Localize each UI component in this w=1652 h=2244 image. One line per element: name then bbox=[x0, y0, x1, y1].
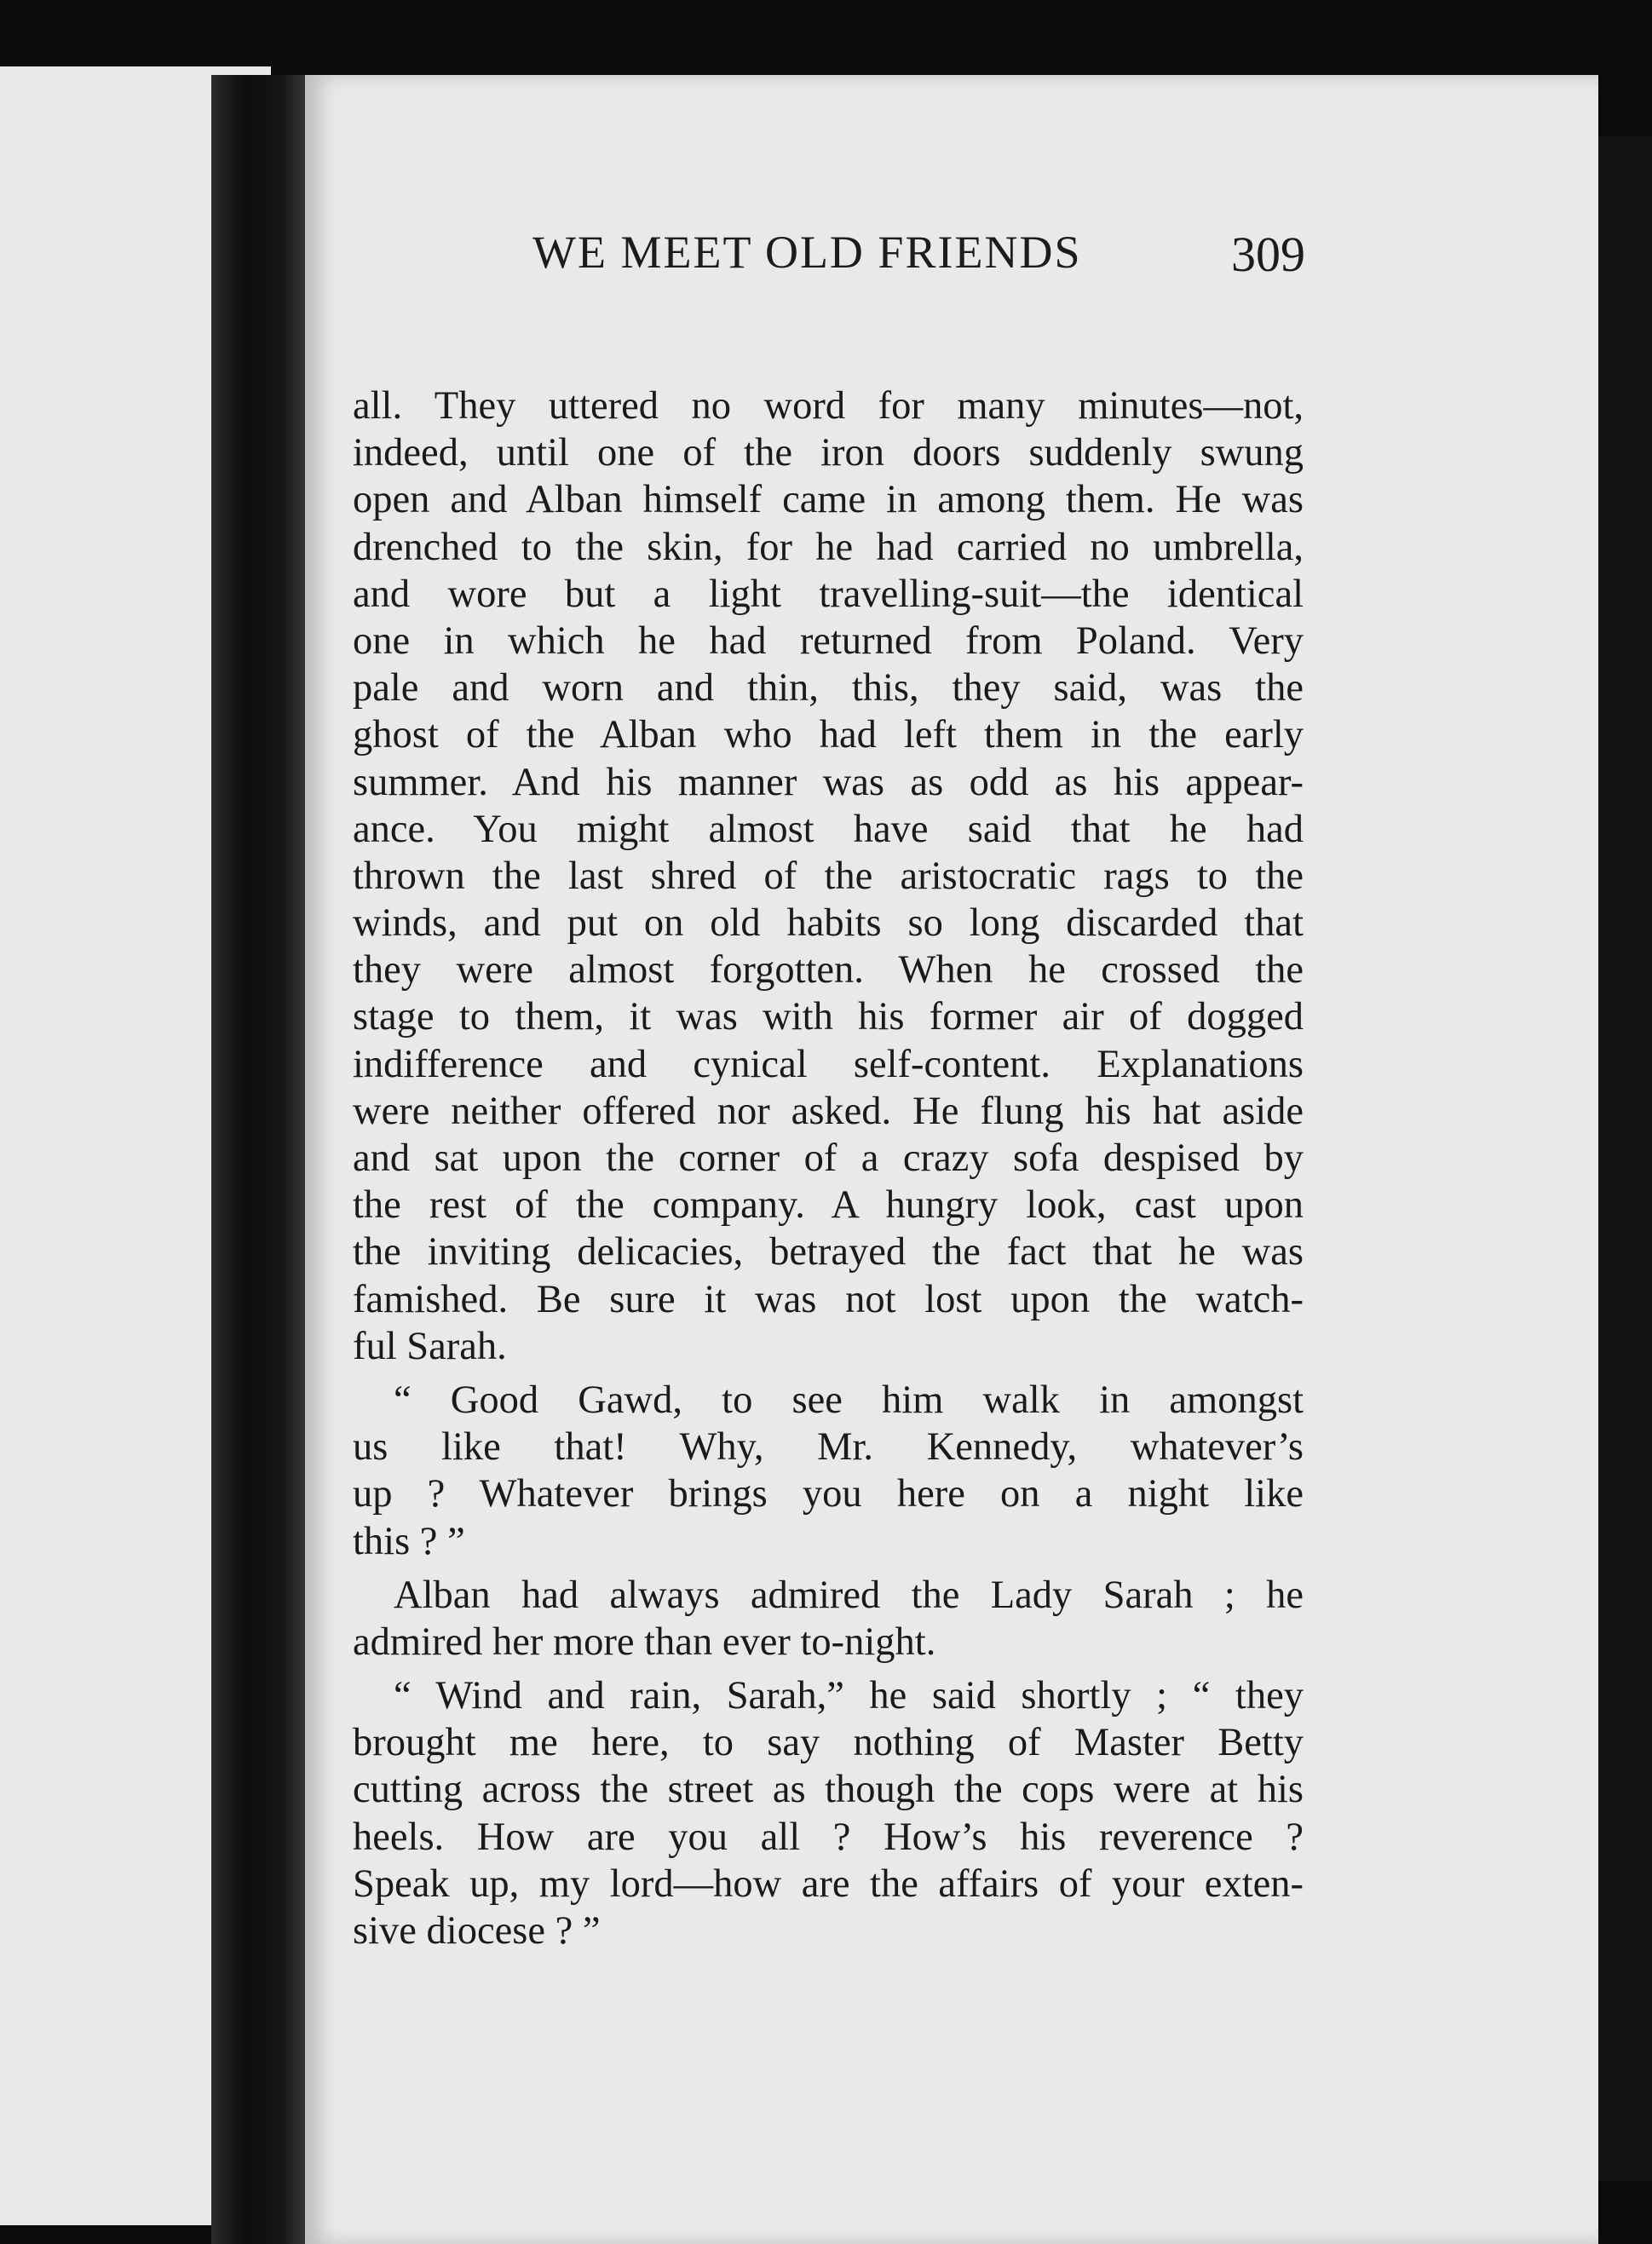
text-line: Speak up, my lord—how are the affairs of your exten- bbox=[353, 1861, 1304, 1906]
text-line: and sat upon the corner of a crazy sofa despised by bbox=[353, 1136, 1304, 1180]
text-line: open and Alban himself came in among them. He was bbox=[353, 478, 1304, 522]
text-line: one in which he had returned from Poland. Very bbox=[353, 619, 1304, 663]
text-line: summer. And his manner was as odd as his appear- bbox=[353, 760, 1304, 804]
page-number: 309 bbox=[1231, 227, 1305, 282]
text-line: indifference and cynical self-content. Explanations bbox=[353, 1042, 1304, 1086]
text-line: ful Sarah. bbox=[353, 1324, 507, 1368]
text-line: heels. How are you all ? How’s his reverence ? bbox=[353, 1815, 1304, 1859]
paragraph bbox=[353, 383, 1304, 1370]
text-line: they were almost forgotten. When he crossed the bbox=[353, 948, 1304, 993]
text-line: were neither offered nor asked. He flung his hat aside bbox=[353, 1089, 1304, 1133]
text-line: “ Good Gawd, to see him walk in amongst bbox=[394, 1378, 1304, 1422]
text-line: admired her more than ever to-night. bbox=[353, 1620, 936, 1664]
text-line: indeed, until one of the iron doors suddenly swung bbox=[353, 431, 1304, 475]
text-line: the rest of the company. A hungry look, cast upon bbox=[353, 1183, 1304, 1228]
text-line: all. They uttered no word for many minutes—not, bbox=[353, 384, 1304, 428]
paragraph bbox=[353, 1377, 1304, 1565]
running-head bbox=[0, 226, 1652, 302]
text-line: sive diocese ? ” bbox=[353, 1909, 601, 1953]
text-line: the inviting delicacies, betrayed the fact that he was bbox=[353, 1230, 1304, 1274]
running-head-title: WE MEET OLD FRIENDS bbox=[532, 227, 1082, 278]
text-line: stage to them, it was with his former air of dogged bbox=[353, 995, 1304, 1039]
text-line: ance. You might almost have said that he had bbox=[353, 807, 1304, 851]
text-line: and wore but a light travelling-suit—the identical bbox=[353, 572, 1304, 616]
paragraph bbox=[353, 1572, 1304, 1666]
book-spine-shadow bbox=[211, 75, 310, 2244]
text-line: pale and worn and thin, this, they said, was the bbox=[353, 666, 1304, 711]
text-line: cutting across the street as though the cops were at his bbox=[353, 1768, 1304, 1812]
text-line: “ Wind and rain, Sarah,” he said shortly ; “ they bbox=[394, 1674, 1304, 1718]
text-line: brought me here, to say nothing of Master Betty bbox=[353, 1721, 1304, 1765]
text-line: drenched to the skin, for he had carried no umbrella, bbox=[353, 525, 1304, 569]
text-line: thrown the last shred of the aristocratic rags to the bbox=[353, 854, 1304, 898]
body-text bbox=[353, 383, 1304, 1954]
text-line: winds, and put on old habits so long discarded that bbox=[353, 901, 1304, 946]
page-edge-shadow bbox=[1598, 136, 1652, 2181]
text-line: famished. Be sure it was not lost upon the watch- bbox=[353, 1277, 1304, 1321]
text-line: ghost of the Alban who had left them in the early bbox=[353, 713, 1304, 757]
text-line: up ? Whatever brings you here on a night like bbox=[353, 1472, 1304, 1516]
text-line: us like that! Why, Mr. Kennedy, whatever’s bbox=[353, 1425, 1304, 1470]
text-line: this ? ” bbox=[353, 1519, 465, 1563]
paragraph bbox=[353, 1672, 1304, 1954]
text-line: Alban had always admired the Lady Sarah ; he bbox=[394, 1573, 1304, 1617]
